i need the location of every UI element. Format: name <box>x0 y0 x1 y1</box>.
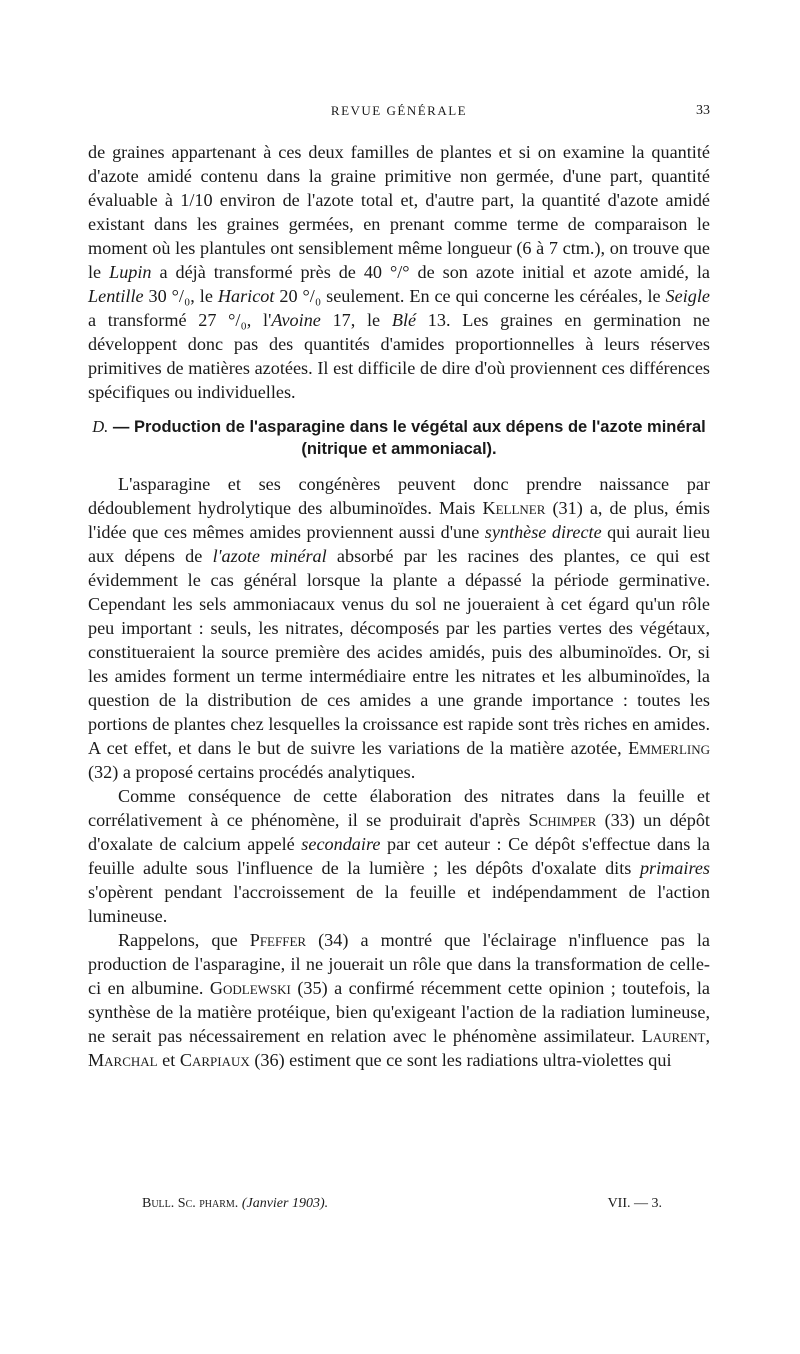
author-name: Marchal <box>88 1050 158 1070</box>
text-run: (36) estiment que ce sont les radiations ultra-violettes qui <box>249 1050 672 1070</box>
section-title: Production de l'asparagine dans le végétal aux dépens de l'azote minéral (nitrique et ammoniacal). <box>133 418 706 458</box>
page-header <box>88 103 710 123</box>
text-run: qui aurait lieu aux dépens de <box>88 522 710 566</box>
author-name: Laurent <box>641 1026 706 1046</box>
text-run: (31) a, de plus, émis l'idée que ces mêmes amides proviennent aussi d'une <box>88 498 710 542</box>
text-run: s'opèrent pendant l'accroissement de la feuille et indépendamment de l'action lumineuse. <box>88 882 710 926</box>
italic-run: Blé <box>391 310 417 330</box>
journal-name: Bull. Sc. pharm. <box>142 1196 239 1211</box>
journal-citation <box>142 1196 328 1212</box>
italic-run: primaires <box>639 858 710 878</box>
issue-date: (Janvier 1903). <box>241 1196 329 1211</box>
text-run: (32) a proposé certains procédés analytiques. <box>88 762 416 782</box>
text-run: 30 °/₀, le <box>143 286 218 306</box>
page-number: 33 <box>696 103 710 118</box>
text-run: Comme conséquence de cette élaboration des nitrates dans la feuille et corrélativement à ce phénomène, il se produirait d'après <box>88 786 710 830</box>
text-run: , <box>705 1026 710 1046</box>
paragraph-2 <box>88 472 710 784</box>
paragraph-3 <box>88 784 710 928</box>
italic-run: secondaire <box>301 834 381 854</box>
text-run: par cet auteur : Ce dépôt s'effectue dans la feuille adulte sous l'influence de la lumière ; les dépôts d'oxalate dits <box>88 834 710 878</box>
volume-number: VII. — 3. <box>607 1196 662 1211</box>
section-letter: D. <box>92 417 109 436</box>
text-run: (35) a confirmé récemment cette opinion ; toutefois, la synthèse de la matière protéique, bien qu'exigeant l'action de la radiation lumineuse, ne serait pas nécessairement en relation avec le phénomène assimilateur. <box>88 978 710 1046</box>
text-run: (34) a montré que l'éclairage n'influence pas la production de l'asparagine, il ne jouerait un rôle que dans la transformation de celle-ci en albumine. <box>88 930 710 998</box>
italic-run: l'azote minéral <box>212 546 327 566</box>
section-dash: — <box>108 418 134 436</box>
section-heading <box>88 416 710 460</box>
text-run: 13. Les graines en germination ne développent donc pas des quantités d'amides proportionnelles à leurs réserves primitives de matières azotées. Il est difficile de dire d'où proviennent ces différences spécifiques ou individuelles. <box>88 310 710 402</box>
italic-run: Avoine <box>271 310 321 330</box>
author-name: Kellner <box>482 498 546 518</box>
text-run: de graines appartenant à ces deux familles de plantes et si on examine la quantité d'azote amidé contenu dans la graine primitive non germée, d'une part, quantité évaluable à 1/10 environ de l'azote total et, d'autre part, la quantité d'azote amidé existant dans les graines germées, en prenant comme terme de comparaison le moment où les plantules ont sensiblement même longueur (6 à 7 ctm.), on trouve que le <box>88 142 710 282</box>
author-name: Emmerling <box>628 738 710 758</box>
text-run: 20 °/₀ seulement. En ce qui concerne les céréales, le <box>274 286 666 306</box>
italic-run: synthèse directe <box>484 522 602 542</box>
text-run: a transformé 27 °/₀, l' <box>88 310 272 330</box>
author-name: Carpiaux <box>179 1050 250 1070</box>
text-run: et <box>157 1050 180 1070</box>
paragraph-4 <box>88 928 710 1072</box>
running-title: REVUE GÉNÉRALE <box>330 103 468 118</box>
author-name: Schimper <box>528 810 597 830</box>
text-run: a déjà transformé près de 40 °/° de son azote initial et azote amidé, la <box>151 262 710 282</box>
text-run: Rappelons, que <box>118 930 250 950</box>
text-run: (33) un dépôt d'oxalate de calcium appelé <box>88 810 710 854</box>
paragraph-1 <box>88 140 710 404</box>
italic-run: Lentille <box>88 286 144 306</box>
italic-run: Lupin <box>109 262 152 282</box>
text-run: absorbé par les racines des plantes, ce qui est évidemment le cas général lorsque la plante a dépassé la période germinative. Cependant les sels ammoniacaux venus du sol ne joueraient à cet égard qu'un rôle peu important : seuls, les nitrates, décomposés par les parties vertes des végétaux, constitueraient la source première des acides amidés, puis des albuminoïdes. Or, si les amides forment un terme intermédiaire entre les nitrates et les albuminoïdes, la question de la distribution de ces amides a une grande importance : toutes les portions de plantes chez lesquelles la croissance est rapide sont très riches en amides. A cet effet, et dans le but de suivre les variations de la matière azotée, <box>88 546 710 758</box>
author-name: Pfeffer <box>249 930 307 950</box>
body-text <box>88 140 710 1072</box>
author-name: Godlewski <box>209 978 291 998</box>
text-run: L'asparagine et ses congénères peuvent donc prendre naissance par dédoublement hydrolytique des albuminoïdes. Mais <box>88 474 710 518</box>
page-footer <box>142 1196 662 1216</box>
italic-run: Haricot <box>217 286 275 306</box>
text-run: 17, le <box>320 310 392 330</box>
italic-run: Seigle <box>665 286 710 306</box>
